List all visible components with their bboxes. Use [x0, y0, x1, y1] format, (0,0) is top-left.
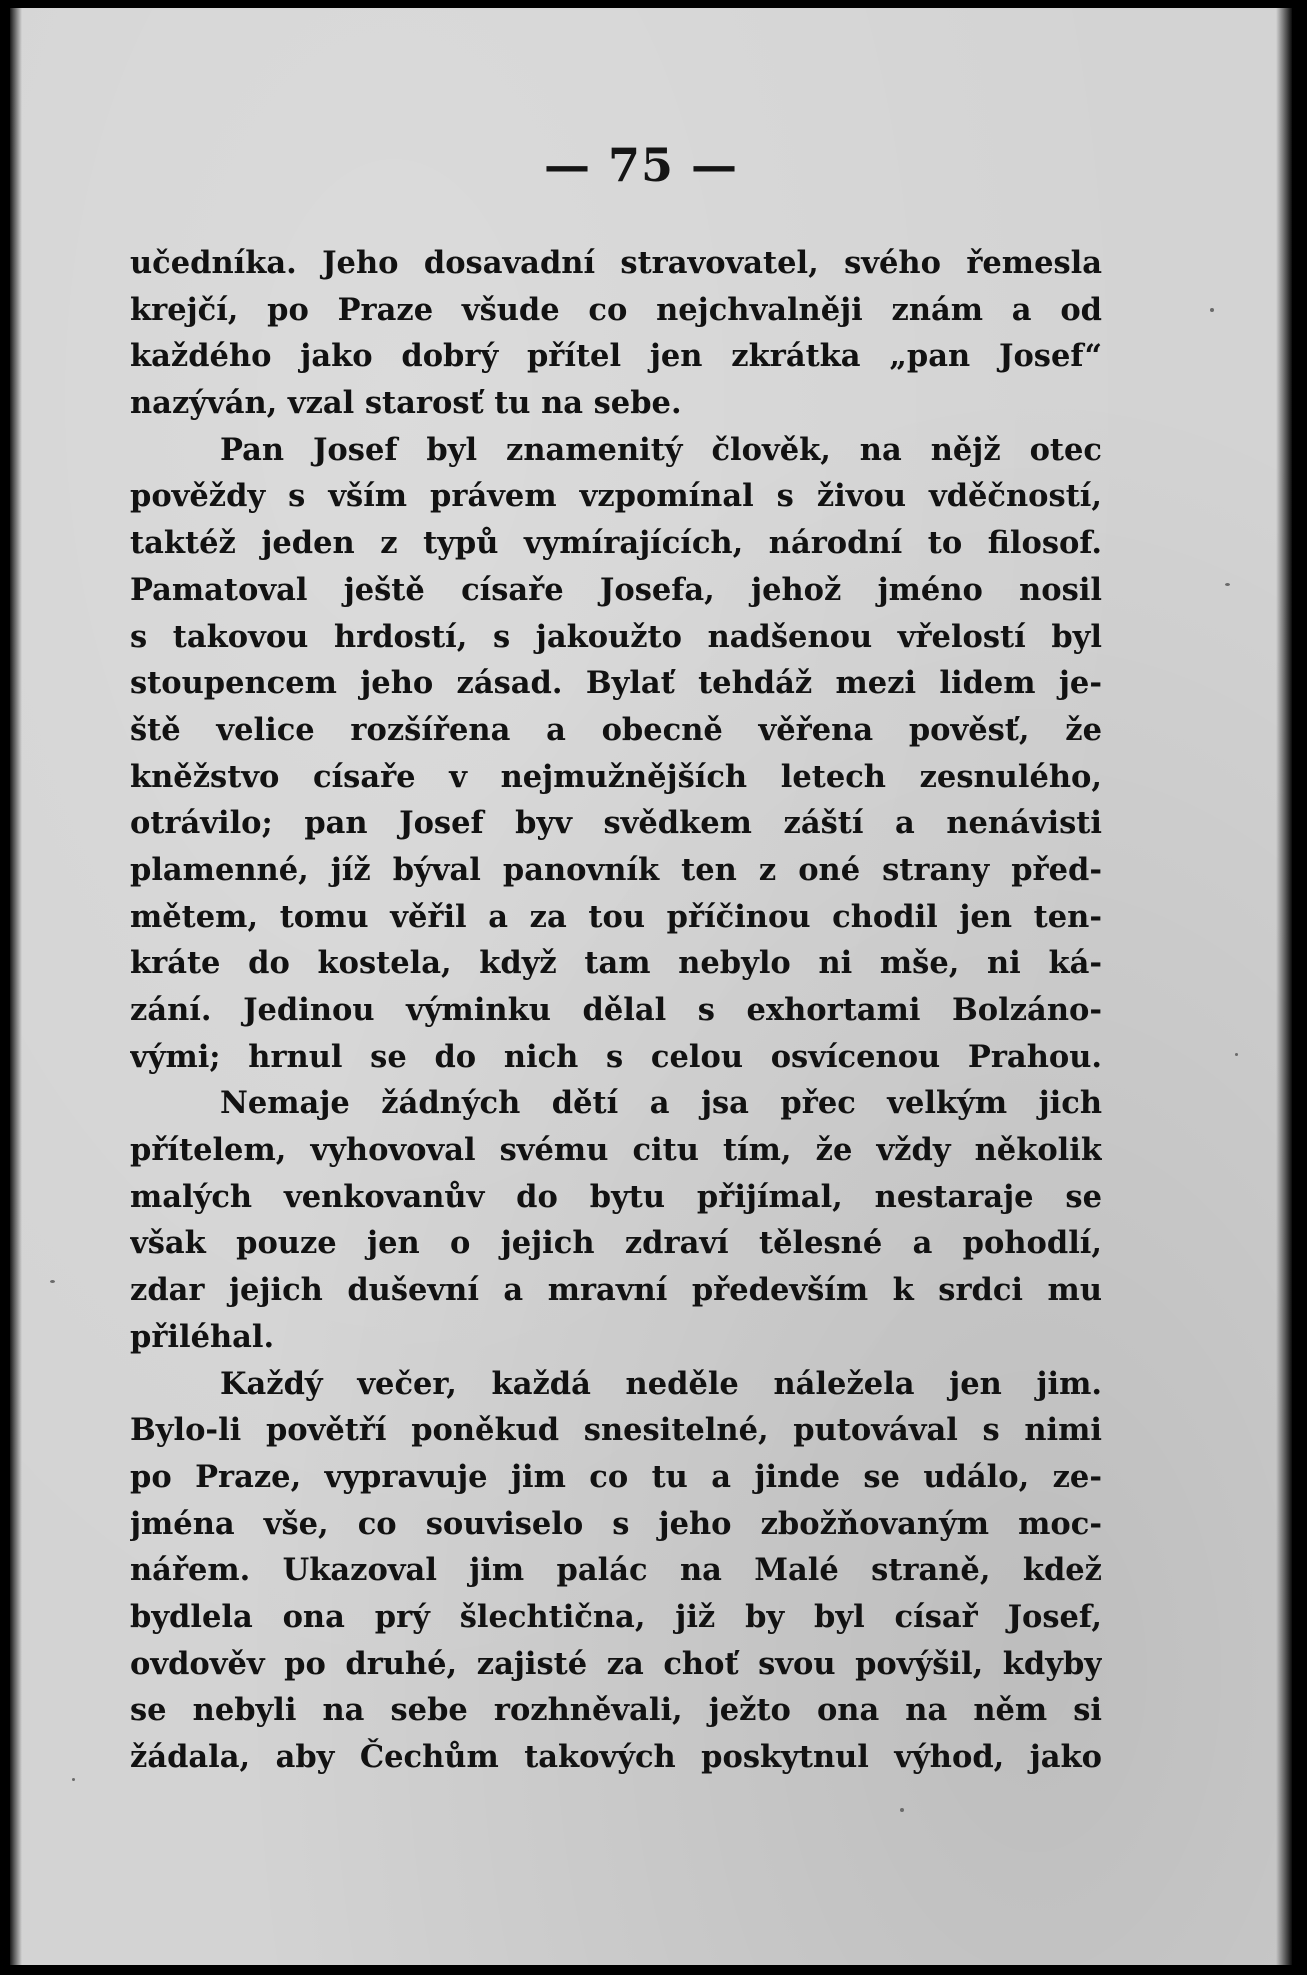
dust-speck: [900, 1808, 904, 1812]
text-line: Pan Josef byl znamenitý člověk, na nějž otec: [220, 431, 1102, 468]
text-line: Bylo-li povětří poněkud snesitelné, putovával s nimi: [130, 1412, 1102, 1449]
text-line: kráte do kostela, když tam nebylo ni mše, ni ká-: [130, 945, 1102, 982]
text-line: přítelem, vyhovoval svému citu tím, že vždy několik: [130, 1132, 1102, 1169]
text-line: plamenné, jíž býval panovník ten z oné strany před-: [130, 851, 1102, 888]
text-line: ště velice rozšířena a obecně věřena pověsť, že: [130, 711, 1102, 748]
text-line: taktéž jeden z typů vymírajících, národní to filosof.: [130, 525, 1102, 562]
text-line: ovdověv po druhé, zajisté za choť svou povýšil, kdyby: [130, 1645, 1102, 1682]
dust-speck: [1210, 308, 1214, 312]
text-line: Každý večer, každá neděle náležela jen jim.: [220, 1365, 1102, 1402]
text-line: nářem. Ukazoval jim palác na Malé straně, kdež: [130, 1552, 1102, 1589]
page-right-shadow: [1276, 8, 1292, 1965]
text-line: Nemaje žádných dětí a jsa přec velkým jich: [220, 1085, 1102, 1122]
text-line: vými; hrnul se do nich s celou osvícenou Prahou.: [130, 1038, 1102, 1075]
text-line: mětem, tomu věřil a za tou příčinou chodil jen ten-: [130, 898, 1102, 935]
text-line: pověždy s vším právem vzpomínal s živou vděčností,: [130, 478, 1102, 515]
book-page: [10, 8, 1292, 1965]
text-line: zání. Jedinou výminku dělal s exhortami Bolzáno-: [130, 992, 1102, 1028]
dust-speck: [72, 1778, 75, 1781]
page-number: — 75 —: [543, 138, 739, 192]
text-line: krejčí, po Praze všude co nejchvalněji znám a od: [130, 291, 1102, 328]
dust-speck: [50, 1280, 55, 1283]
text-line: nazýván, vzal starosť tu na sebe.: [130, 385, 682, 422]
dust-speck: [1235, 1053, 1238, 1056]
text-line: jména vše, co souviselo s jeho zbožňovaným moc-: [130, 1505, 1102, 1542]
text-line: stoupencem jeho zásad. Bylať tehdáž mezi lidem je-: [130, 665, 1102, 702]
text-line: Pamatoval ještě císaře Josefa, jehož jméno nosil: [130, 571, 1102, 608]
page-left-shadow: [10, 8, 22, 1965]
text-line: bydlela ona prý šlechtična, již by byl císař Josef,: [130, 1598, 1102, 1635]
text-line: však pouze jen o jejich zdraví tělesné a pohodlí,: [130, 1225, 1102, 1262]
text-line: s takovou hrdostí, s jakoužto nadšenou vřelostí byl: [130, 618, 1102, 655]
text-line: se nebyli na sebe rozhněvali, ježto ona na něm si: [130, 1692, 1102, 1729]
body-text: [130, 240, 1102, 1781]
text-line: přiléhal.: [130, 1318, 275, 1355]
text-line: učedníka. Jeho dosavadní stravovatel, svého řemesla: [130, 245, 1102, 281]
text-line: zdar jejich duševní a mravní především k srdci mu: [130, 1272, 1102, 1309]
text-line: otrávilo; pan Josef byv svědkem záští a nenávisti: [130, 805, 1102, 842]
text-line: každého jako dobrý přítel jen zkrátka „pan Josef“: [130, 338, 1102, 375]
text-line: kněžstvo císaře v nejmužnějších letech zesnulého,: [130, 758, 1102, 795]
text-line: malých venkovanův do bytu přijímal, nestaraje se: [130, 1178, 1102, 1215]
dust-speck: [1225, 583, 1230, 586]
text-line: po Praze, vypravuje jim co tu a jinde se událo, ze-: [130, 1458, 1102, 1495]
text-line: žádala, aby Čechům takových poskytnul výhod, jako: [130, 1739, 1102, 1775]
